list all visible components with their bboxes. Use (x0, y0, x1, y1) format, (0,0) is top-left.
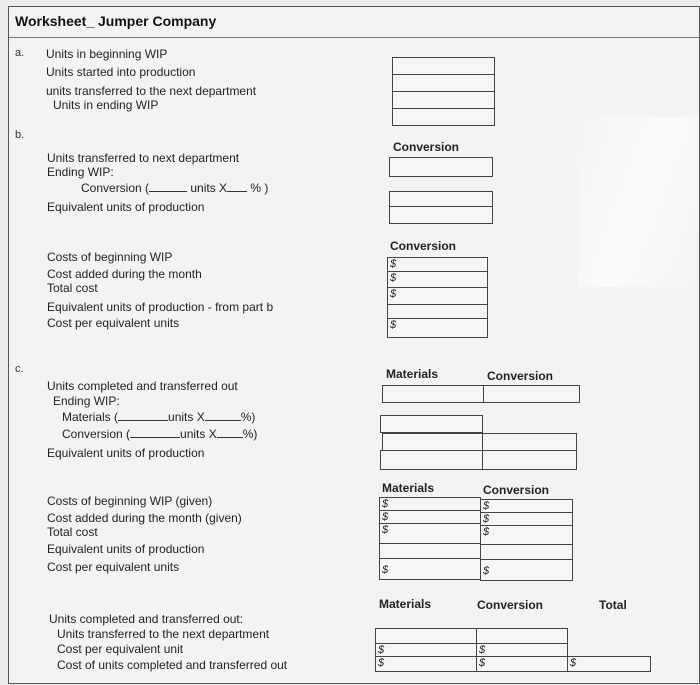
part-c-letter: c. (15, 363, 24, 375)
part-c-conversion-ending-wip[interactable] (482, 433, 577, 451)
title-divider (9, 37, 699, 38)
part-a-letter: a. (15, 47, 25, 59)
part-c-line-units-completed: Units completed and transferred out (47, 379, 238, 393)
units-x-label: units X (190, 181, 228, 195)
part-b-line-cost-per-unit: Cost per equivalent units (47, 316, 180, 330)
part-a-input-2[interactable] (392, 74, 495, 92)
part-c-line-materials-calc (62, 409, 255, 425)
part-c-mat-cost-per-unit-2[interactable] (375, 643, 477, 657)
part-c-line-cost-completed: Cost of units completed and transferred out (57, 658, 288, 672)
part-c-conv-equiv-units[interactable] (480, 544, 573, 560)
dollar-sign: $ (479, 657, 486, 669)
part-c-materials-conversion-row[interactable] (382, 433, 483, 451)
dollar-sign: $ (390, 319, 397, 331)
part-c-line-equivalent-units: Equivalent units of production (47, 446, 205, 460)
part-c-mat-total-cost[interactable] (379, 523, 481, 544)
part-c-header-conversion-3: Conversion (477, 598, 544, 612)
dollar-sign: $ (378, 644, 385, 656)
part-a-line-2: Units started into production (46, 65, 196, 79)
part-a-input-1[interactable] (392, 57, 495, 75)
dollar-sign: $ (483, 526, 490, 538)
dollar-sign: $ (390, 272, 397, 284)
units-x-label: units X (180, 427, 217, 441)
part-c-materials-units-completed[interactable] (382, 385, 484, 403)
part-c-header-materials-1: Materials (386, 367, 439, 381)
conversion-label: Conversion ( (62, 427, 131, 441)
part-c-line-cost-per-unit-2: Cost per equivalent unit (57, 642, 184, 656)
part-c-mat-units-transferred[interactable] (375, 628, 477, 644)
dollar-sign: $ (570, 657, 577, 669)
part-c-mat-equiv-units[interactable] (379, 543, 481, 559)
part-c-conversion-equiv-units[interactable] (482, 450, 577, 470)
part-b-total-cost-input[interactable] (387, 287, 488, 305)
part-c-header-conversion-2: Conversion (483, 483, 550, 497)
part-c-materials-equiv-units[interactable] (380, 450, 483, 470)
part-c-conv-cost-per-unit-2[interactable] (476, 643, 568, 657)
worksheet (8, 6, 700, 684)
dollar-sign: $ (390, 258, 397, 270)
percent-label: % ) (250, 181, 269, 195)
part-c-line-total-cost: Total cost (47, 525, 98, 539)
part-c-line-equiv-units: Equivalent units of production (47, 542, 205, 556)
part-c-conv-total-cost[interactable] (480, 525, 573, 545)
part-c-conversion-units-completed[interactable] (483, 385, 580, 403)
part-b-line-equivalent-units: Equivalent units of production (47, 200, 205, 214)
conversion-percent-blank[interactable] (217, 426, 243, 438)
dollar-sign: $ (378, 657, 385, 669)
units-x-label: units X (168, 410, 205, 424)
conversion-label: Conversion ( (81, 181, 150, 195)
dollar-sign: $ (382, 498, 389, 510)
part-c-line-conversion-calc (62, 426, 257, 442)
conversion-units-blank[interactable] (149, 180, 187, 192)
worksheet-title: Worksheet_ Jumper Company (15, 13, 217, 29)
materials-label: Materials ( (62, 410, 119, 424)
part-c-conv-cost-per-unit[interactable] (480, 559, 573, 581)
part-c-line-cost-added: Cost added during the month (given) (47, 511, 242, 525)
part-b-header-conversion-1: Conversion (393, 140, 460, 154)
part-b-line-ending-wip: Ending WIP: (47, 165, 114, 179)
part-a-input-3[interactable] (392, 91, 495, 109)
part-b-line-conversion-calc (81, 180, 268, 196)
part-c-line-ending-wip: Ending WIP: (53, 394, 120, 408)
part-b-line-cost-beginning: Costs of beginning WIP (47, 250, 173, 264)
dollar-sign: $ (382, 524, 389, 536)
part-b-letter: b. (15, 129, 25, 141)
dollar-sign: $ (479, 644, 486, 656)
part-c-mat-cost-completed[interactable] (375, 656, 477, 672)
part-c-materials-ending-wip[interactable] (380, 415, 483, 433)
percent-label: %) (242, 427, 258, 441)
part-c-mat-cost-added[interactable] (379, 510, 481, 524)
part-c-conv-cost-beginning[interactable] (480, 499, 573, 513)
dollar-sign: $ (483, 513, 490, 525)
part-c-conv-cost-completed[interactable] (476, 656, 568, 672)
part-c-conv-units-transferred[interactable] (476, 628, 568, 644)
part-c-header-materials-3: Materials (379, 597, 432, 611)
part-c-line-completed-transferred: Units completed and transferred out: (49, 612, 244, 626)
dollar-sign: $ (390, 288, 397, 300)
part-c-mat-cost-beginning[interactable] (379, 497, 481, 511)
part-a-line-1: Units in beginning WIP (46, 47, 168, 61)
part-c-header-materials-2: Materials (382, 481, 435, 495)
part-c-header-total: Total (599, 598, 627, 612)
materials-percent-blank[interactable] (205, 409, 241, 421)
part-c-mat-cost-per-unit[interactable] (379, 558, 481, 580)
part-b-ending-wip-input[interactable] (389, 191, 493, 207)
part-b-line-total-cost: Total cost (47, 281, 98, 295)
part-b-header-conversion-2: Conversion (390, 239, 457, 253)
part-c-header-conversion-1: Conversion (487, 369, 554, 383)
part-c-line-cost-per-unit: Cost per equivalent units (47, 560, 180, 574)
part-c-line-cost-beginning: Costs of beginning WIP (given) (47, 494, 213, 508)
dollar-sign: $ (382, 564, 389, 576)
part-c-conv-cost-added[interactable] (480, 512, 573, 526)
percent-label: %) (240, 410, 256, 424)
part-b-equiv-units-input[interactable] (387, 304, 488, 319)
part-b-cost-added-input[interactable] (387, 271, 488, 288)
part-b-equivalent-units-input[interactable] (389, 206, 493, 224)
part-b-line-cost-added: Cost added during the month (47, 267, 202, 281)
light-glare (579, 117, 699, 287)
part-b-line-units-transferred: Units transferred to next department (47, 151, 240, 165)
part-a-input-4[interactable] (392, 108, 495, 126)
dollar-sign: $ (382, 511, 389, 523)
dollar-sign: $ (483, 500, 490, 512)
part-b-units-transferred-input[interactable] (389, 157, 493, 177)
part-b-cost-per-unit-input[interactable] (387, 318, 488, 338)
part-c-line-units-transferred: Units transferred to the next department (57, 627, 270, 641)
part-b-cost-beginning-input[interactable] (387, 257, 488, 272)
part-a-line-4: Units in ending WIP (53, 98, 159, 112)
conversion-units-blank[interactable] (130, 426, 180, 438)
part-c-total-cost-completed[interactable] (567, 656, 651, 672)
dollar-sign: $ (483, 565, 490, 577)
conversion-percent-blank[interactable] (227, 180, 247, 192)
part-a-line-3: units transferred to the next department (46, 84, 257, 98)
part-b-line-equiv-units-ref: Equivalent units of production - from part b (47, 300, 274, 314)
materials-units-blank[interactable] (118, 409, 168, 421)
